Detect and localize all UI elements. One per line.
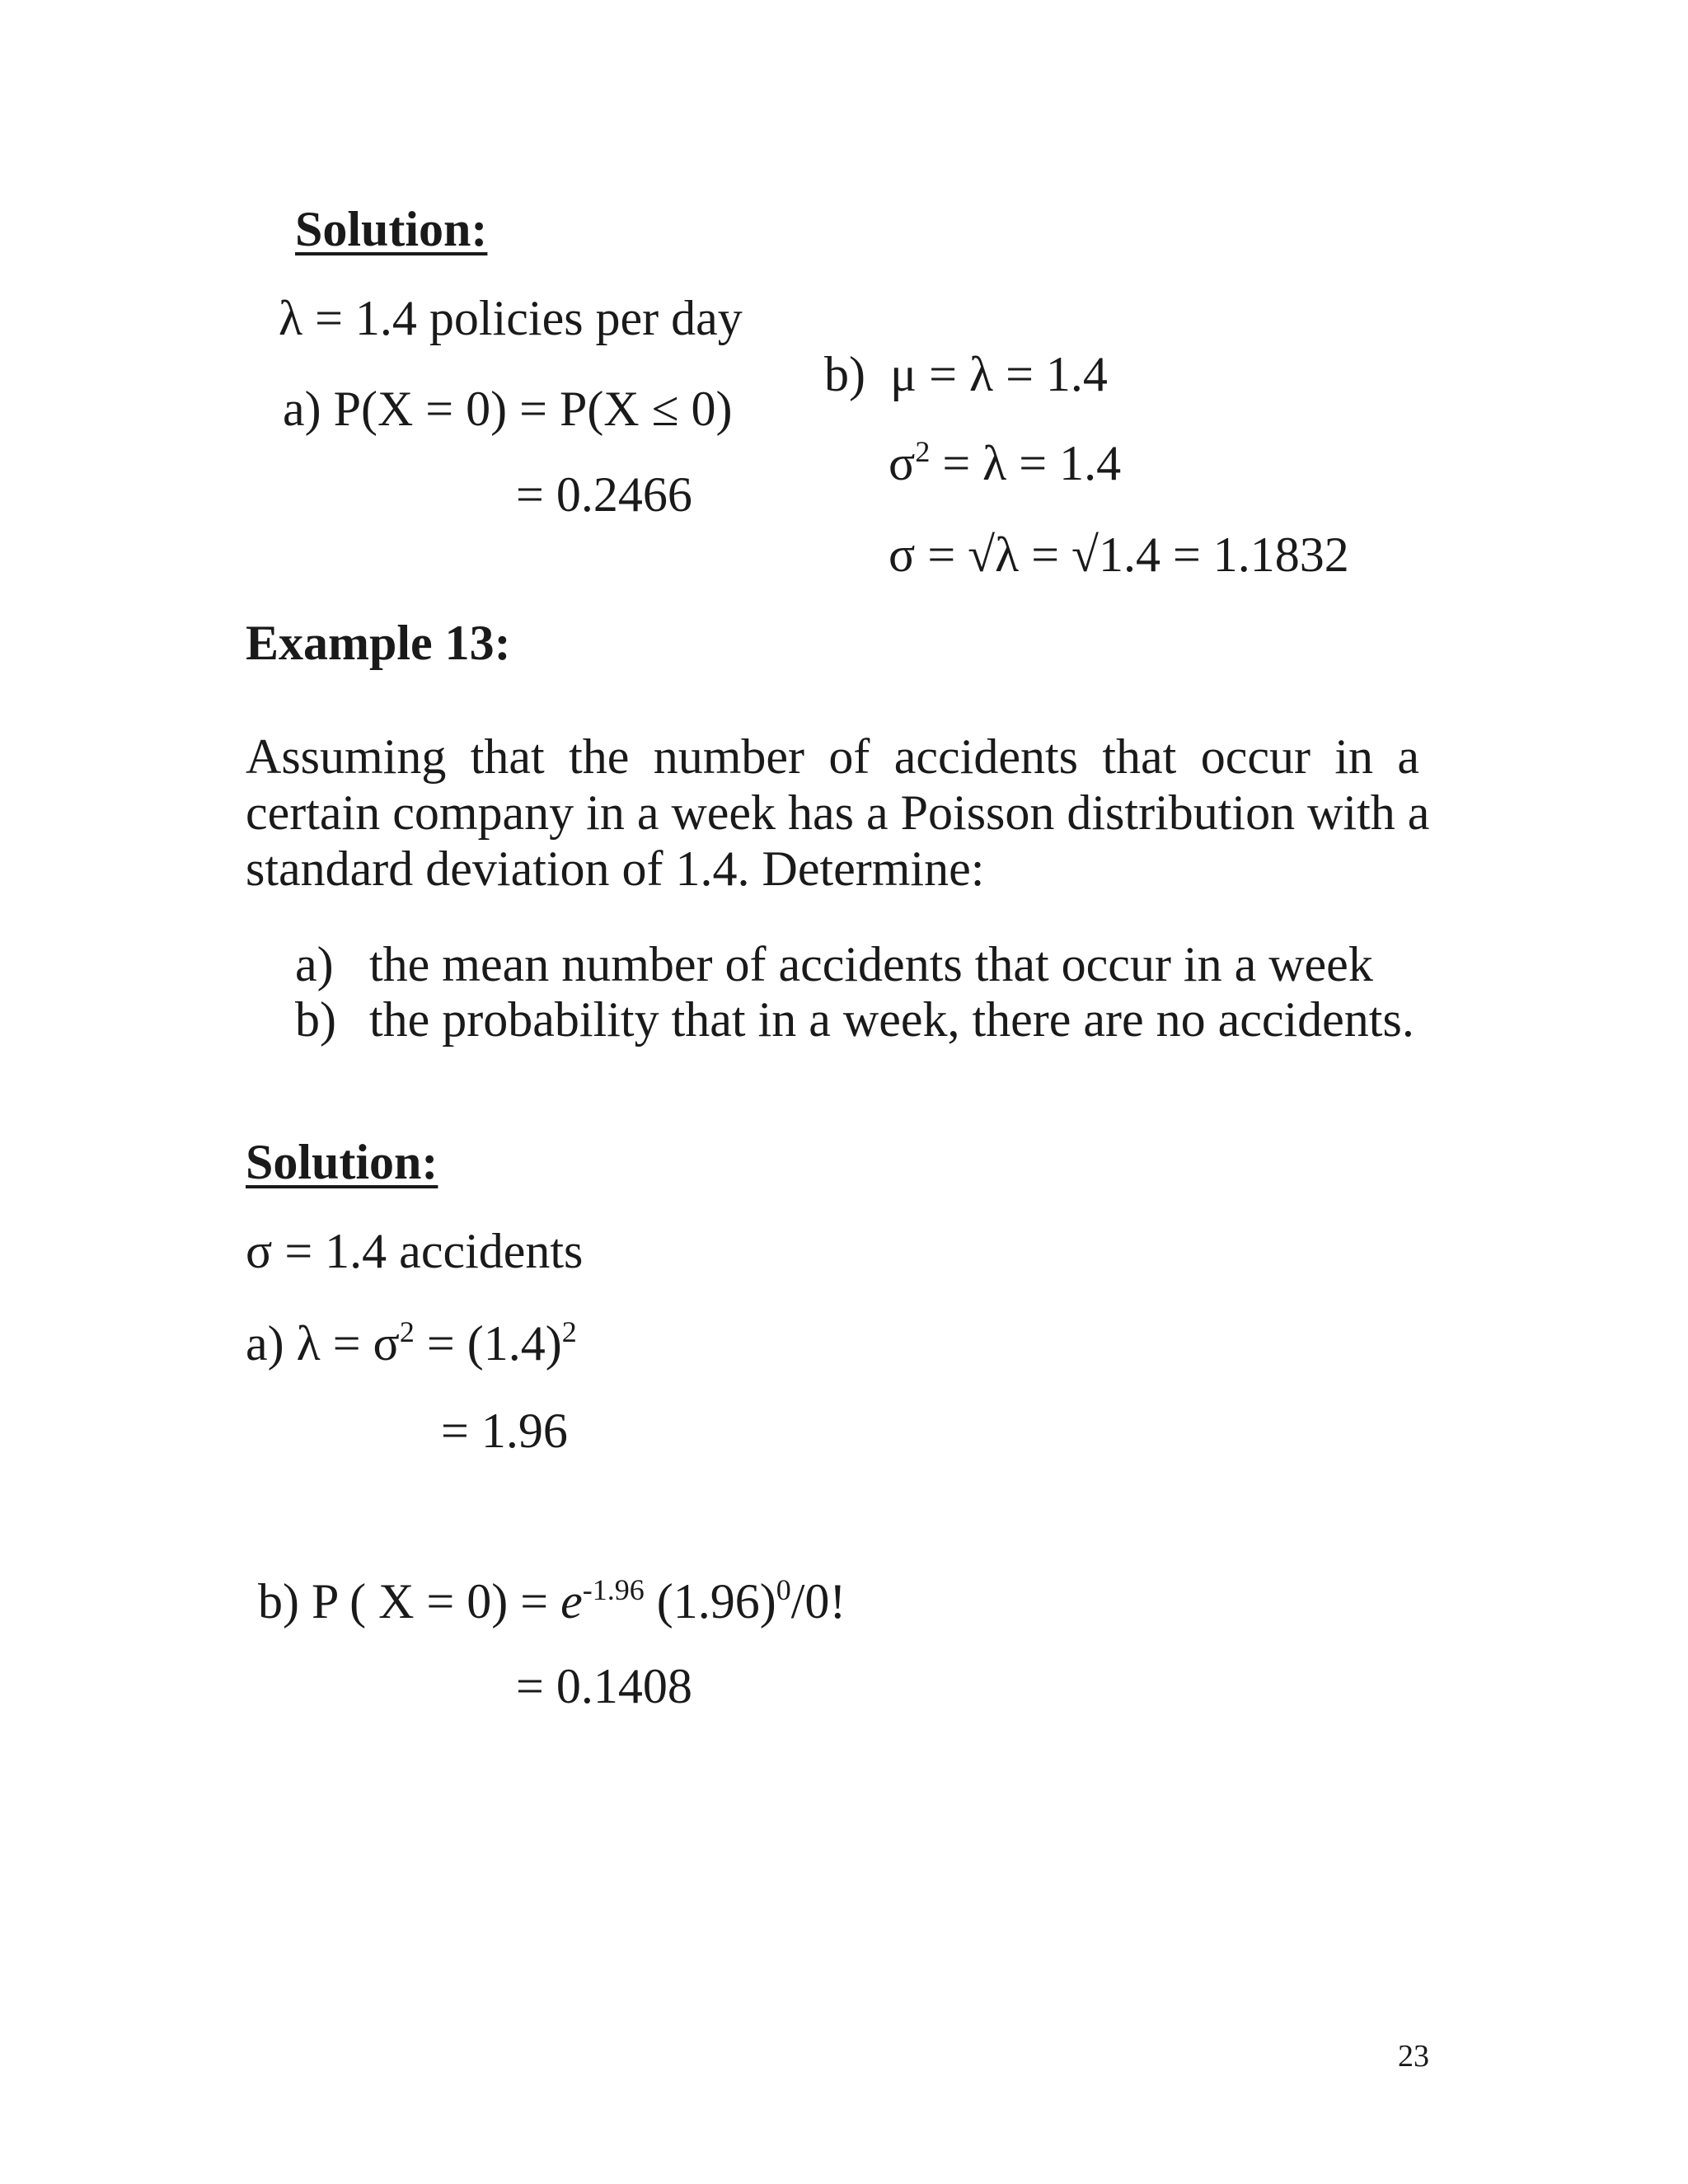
part-a-result-2: = 1.96 — [441, 1404, 568, 1458]
list-item-a — [295, 937, 1373, 991]
list-text: the mean number of accidents that occur in a week — [369, 937, 1373, 991]
part-b-poisson: b) P ( $X = 0) = e^{-1.96}$ $(1.96)^0/0$! — [258, 1573, 846, 1629]
example-paragraph — [246, 729, 1430, 897]
part-b-mean: μ = λ = 1.4 — [890, 347, 1108, 401]
solution-heading-1: Solution: — [295, 202, 488, 256]
sigma-line: σ = 1.4 accidents — [246, 1224, 584, 1278]
paragraph-line: standard deviation of 1.4. Determine: — [246, 841, 985, 896]
paragraph-line: certain company in a week has a Poisson distribution with a — [246, 785, 1430, 840]
part-b-result-2: = 0.1408 — [516, 1659, 692, 1713]
lambda-line: λ = 1.4 policies per day — [279, 291, 743, 345]
paragraph-line: Assuming that the number of accidents that occur in a — [246, 729, 1419, 784]
list-marker: b) — [295, 992, 336, 1047]
list-text: the probability that in a week, there are no accidents. — [369, 992, 1414, 1047]
part-a-lambda: a) $\lambda = \sigma^2 = (1.4)^2$ — [246, 1315, 577, 1371]
part-a-result: = 0.2466 — [516, 467, 692, 522]
page-number: 23 — [1398, 2039, 1429, 2074]
solution-heading-2: Solution: — [246, 1135, 438, 1189]
list-item-b — [295, 992, 1414, 1047]
part-b-label: b) — [824, 347, 865, 401]
part-b-std-dev: σ = √λ = √1.4 = 1.1832 — [889, 527, 1349, 582]
part-b-variance: $\sigma^2 = \lambda = 1.4$ — [889, 435, 1122, 490]
example-heading: Example 13: — [246, 616, 511, 670]
list-marker: a) — [295, 937, 334, 991]
part-a-probability: a) P(X = 0) = P(X ≤ 0) — [283, 382, 733, 436]
